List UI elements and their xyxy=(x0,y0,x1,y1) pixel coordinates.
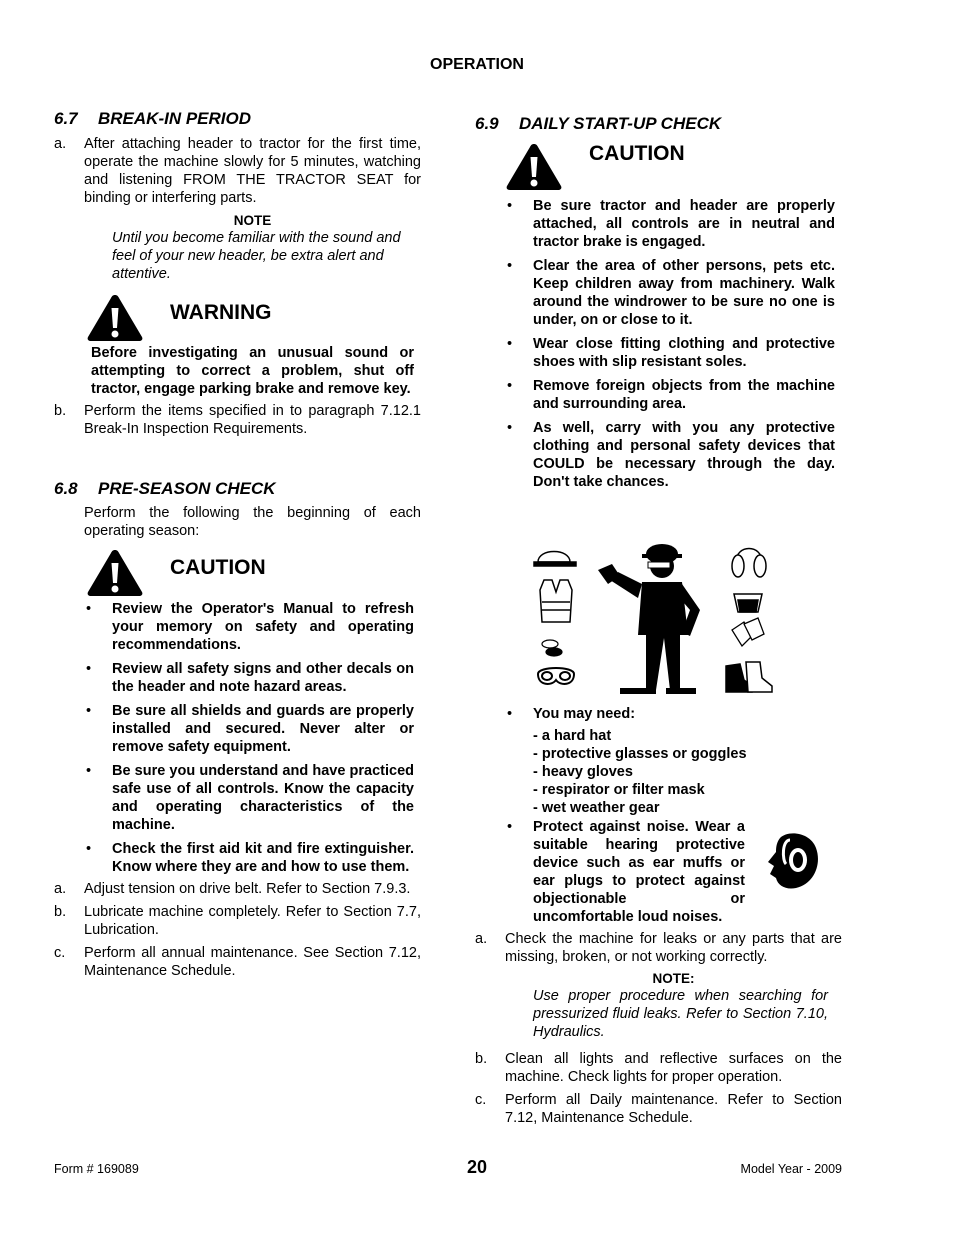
section-6-7 xyxy=(54,109,421,438)
form-number: Form # 169089 xyxy=(54,1162,139,1176)
section-title: 6.9 DAILY START-UP CHECK xyxy=(475,114,722,133)
list-item: c. Perform all annual maintenance. See Section 7.12, Maintenance Schedule. xyxy=(54,945,421,979)
page-header: OPERATION xyxy=(430,56,524,73)
bullet-item: • Be sure tractor and header are properly attached, all controls are in neutral and tractor brake is engaged. xyxy=(507,198,835,250)
may-need-list xyxy=(475,705,842,817)
caution-label: CAUTION xyxy=(589,142,685,165)
caution-triangle-icon xyxy=(505,142,563,192)
vest-icon xyxy=(540,580,572,622)
bullet-item: • Protect against noise. Wear a suitable hearing protective device such as ear muffs or ear plugs to protect against objectionable or uncomfortable loud noises. xyxy=(507,819,745,925)
list-item: a. Check the machine for leaks or any parts that are missing, broken, or not working correctly. xyxy=(475,931,842,965)
page-number: 20 xyxy=(466,1157,488,1177)
earplugs-icon xyxy=(542,640,562,656)
boots-icon xyxy=(726,662,772,692)
may-need-items: - a hard hat - protective glasses or goggles - heavy gloves - respirator or filter mask - wet weather gear xyxy=(533,728,747,816)
worker-figure-icon xyxy=(598,544,700,694)
section-title: 6.8 PRE-SEASON CHECK xyxy=(54,479,276,498)
caution-triangle-icon xyxy=(86,548,144,598)
list-item: b. Perform the items specified in to paragraph 7.12.1 Break-In Inspection Requirements. xyxy=(54,403,421,437)
respirator-icon xyxy=(734,594,762,612)
section-title: 6.7 BREAK-IN PERIOD xyxy=(54,109,252,128)
list-item: a. After attaching header to tractor for the first time, operate the machine slowly for 5 minutes, watching and listening FROM THE TRACTOR SEAT for binding or interfering parts. xyxy=(54,136,421,206)
daily-items xyxy=(475,930,842,1127)
warning-text: Before investigating an unusual sound or attempting to correct a problem, shut off tractor, engage parking brake and remove key. xyxy=(91,345,414,397)
gloves-icon xyxy=(732,618,764,646)
note-text: Until you become familiar with the sound and feel of your new header, be extra alert and attentive. xyxy=(112,230,401,282)
warning-triangle-icon xyxy=(86,293,144,343)
bullet-item: • You may need: xyxy=(507,706,636,722)
note-heading: NOTE: xyxy=(652,971,695,986)
note-heading: NOTE xyxy=(233,213,272,228)
goggles-icon xyxy=(538,668,574,684)
list-item: b. Lubricate machine completely. Refer to Section 7.7, Lubrication. xyxy=(54,904,421,938)
bullet-item: • Check the first aid kit and fire extinguisher. Know where they are and how to use them. xyxy=(86,841,414,875)
section-6-9 xyxy=(475,114,842,491)
bullet-item: • Review all safety signs and other decals on the header and note hazard areas. xyxy=(86,661,414,695)
note-text: Use proper procedure when searching for pressurized fluid leaks. Refer to Section 7.10, Hydraulics. xyxy=(533,988,828,1040)
warning-header xyxy=(86,293,421,343)
list-item: b. Clean all lights and reflective surfaces on the machine. Check lights for proper operation. xyxy=(475,1051,842,1085)
hearing-protection-icon xyxy=(766,830,820,892)
caution-bullets xyxy=(84,600,414,876)
list-item: a. Adjust tension on drive belt. Refer to Section 7.9.3. xyxy=(54,881,411,897)
caution-header xyxy=(86,548,421,598)
bullet-item: • As well, carry with you any protective clothing and personal safety devices that COULD be necessary through the day. Don't take chances. xyxy=(507,420,835,490)
caution-label: CAUTION xyxy=(170,556,266,579)
bullet-item: • Be sure you understand and have practiced safe use of all controls. Know the capacity and operating characteristics of the machine. xyxy=(86,763,414,833)
list-item: c. Perform all Daily maintenance. Refer to Section 7.12, Maintenance Schedule. xyxy=(475,1092,842,1126)
model-year: Model Year - 2009 xyxy=(740,1162,842,1176)
caution-bullets xyxy=(505,197,835,491)
ear-muffs-icon xyxy=(732,549,766,578)
warning-label: WARNING xyxy=(170,301,272,324)
hard-hat-icon xyxy=(534,552,576,567)
protective-equipment-illustration xyxy=(530,540,780,700)
bullet-item: • Wear close fitting clothing and protective shoes with slip resistant soles. xyxy=(507,336,835,370)
bullet-item: • Review the Operator's Manual to refresh your memory on safety and operating recommendations. xyxy=(86,601,414,653)
section-6-8 xyxy=(54,479,421,980)
bullet-item: • Be sure all shields and guards are properly installed and secured. Never alter or remove safety equipment. xyxy=(86,703,414,755)
bullet-item: • Remove foreign objects from the machine and surrounding area. xyxy=(507,378,835,412)
bullet-item: • Clear the area of other persons, pets etc. Keep children away from machinery. Walk around the windrower to be sure no one is under, on or close to it. xyxy=(507,258,835,328)
section-intro: Perform the following the beginning of each operating season: xyxy=(84,505,421,539)
caution-header xyxy=(505,142,842,192)
